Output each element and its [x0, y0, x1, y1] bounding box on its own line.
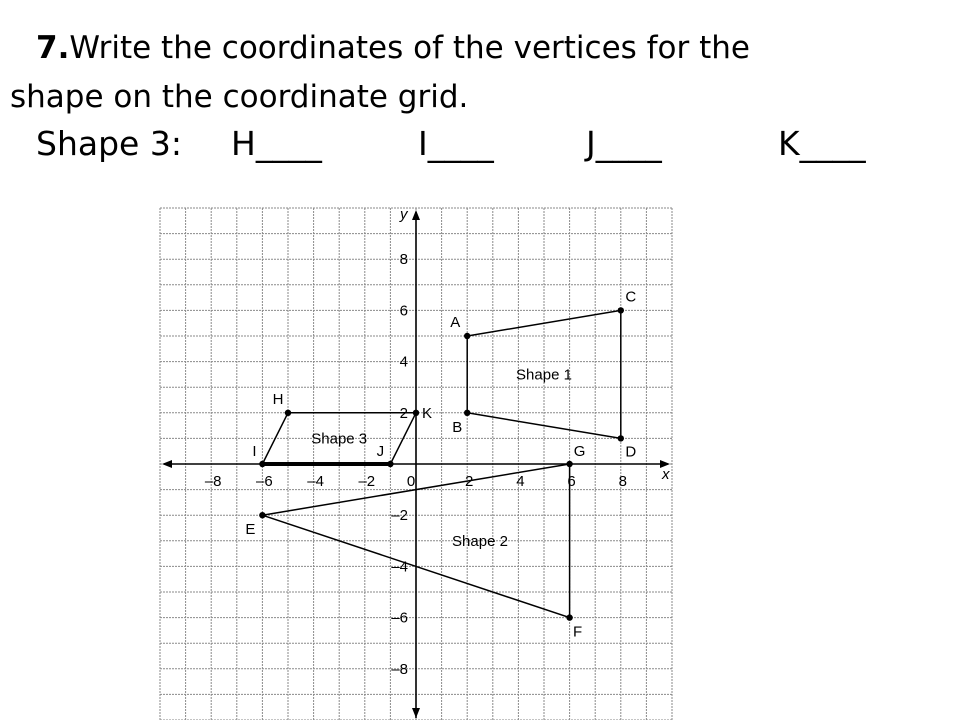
shape-label: Shape 2	[452, 532, 508, 550]
x-tick-label: –6	[256, 473, 273, 490]
y-tick-label: –8	[391, 660, 408, 678]
y-axis-arrow-up	[412, 210, 420, 220]
blank-h[interactable]: H____	[231, 124, 322, 163]
vertex-point	[618, 307, 624, 313]
vertex-point	[413, 410, 419, 416]
vertex-point	[464, 410, 470, 416]
y-tick-label: 2	[399, 404, 408, 422]
y-tick-label: 6	[399, 302, 408, 320]
vertex-label: I	[252, 443, 257, 460]
question-number: 7.	[36, 30, 70, 66]
x-tick-label: –2	[358, 473, 376, 490]
question-text-line-1: Write the coordinates of the vertices for the	[69, 30, 750, 66]
x-tick-label: 8	[618, 473, 627, 490]
x-tick-label: 4	[516, 473, 525, 490]
x-tick-label: 0	[406, 473, 416, 490]
x-axis-label: x	[662, 466, 670, 483]
x-tick-label: –4	[307, 473, 324, 490]
y-tick-label: –6	[391, 609, 408, 627]
shape-prompt: Shape 3:	[36, 124, 182, 163]
vertex-point	[566, 614, 572, 620]
vertex-point	[387, 461, 393, 467]
vertex-point	[259, 461, 265, 467]
vertex-label: F	[573, 623, 583, 641]
y-tick-label: –4	[391, 558, 408, 576]
blank-j[interactable]: J____	[586, 124, 662, 163]
vertex-label: D	[625, 443, 637, 461]
y-axis-arrow-down	[412, 708, 420, 718]
y-tick-label: 4	[399, 353, 408, 371]
vertex-label: A	[450, 314, 461, 331]
y-axis-label: y	[400, 206, 408, 223]
shape-label: Shape 1	[516, 366, 572, 384]
x-tick-label: 6	[567, 473, 576, 490]
x-tick-label: 2	[465, 473, 474, 490]
vertex-label: B	[452, 418, 463, 436]
y-tick-label: –2	[391, 507, 408, 525]
vertex-label: G	[573, 443, 586, 460]
question-text-line-2: shape on the coordinate grid.	[10, 79, 469, 115]
vertex-point	[618, 435, 624, 441]
vertex-label: C	[625, 288, 637, 306]
vertex-point	[464, 333, 470, 339]
vertex-point	[259, 512, 265, 518]
blank-i[interactable]: I____	[418, 124, 494, 163]
x-tick-label: –8	[204, 473, 222, 490]
vertex-label: E	[245, 521, 256, 539]
vertex-label: K	[421, 404, 433, 422]
y-tick-label: 8	[399, 251, 408, 269]
vertex-point	[285, 410, 291, 416]
vertex-label: H	[272, 390, 284, 408]
blank-k[interactable]: K____	[778, 124, 866, 163]
axes	[162, 206, 670, 718]
vertex-point	[566, 461, 572, 467]
vertex-label: J	[376, 443, 385, 460]
x-axis-arrow-left	[162, 460, 172, 468]
shape-label: Shape 3	[311, 430, 368, 448]
